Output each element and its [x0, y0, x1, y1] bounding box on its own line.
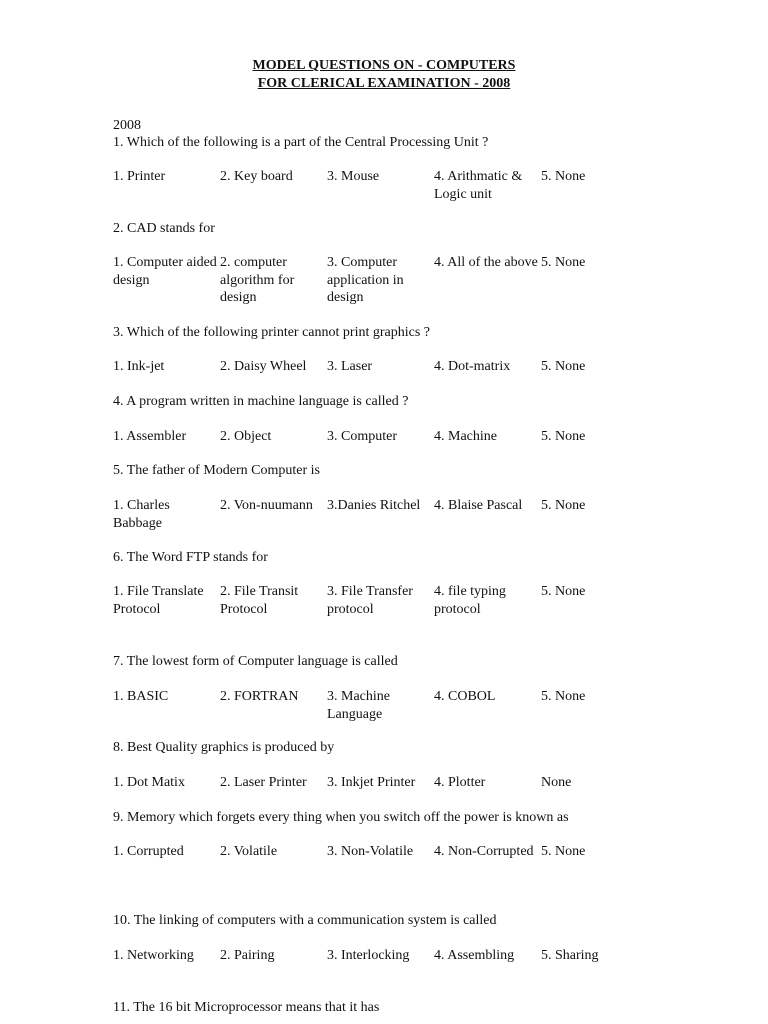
option: 4. All of the above — [434, 255, 538, 270]
question-6: 6. The Word FTP stands for — [113, 550, 268, 565]
option: 4. Non-Corrupted — [434, 844, 534, 859]
option: 1. Computer aided design — [113, 255, 217, 288]
option: 3. Machine Language — [327, 689, 390, 722]
option: 4. Assembling — [434, 948, 515, 963]
question-9: 9. Memory which forgets every thing when you switch off the power is known as — [113, 810, 569, 825]
option: 3. Mouse — [327, 169, 380, 184]
option: 5. None — [541, 429, 586, 444]
option: 1. Ink-jet — [113, 359, 165, 374]
option: 1. Dot Matix — [113, 775, 185, 790]
option: 4. Dot-matrix — [434, 359, 511, 374]
option: 5. None — [541, 844, 586, 859]
option: 2. FORTRAN — [220, 689, 299, 704]
option: 1. BASIC — [113, 689, 169, 704]
question-10: 10. The linking of computers with a communication system is called — [113, 913, 497, 928]
option: 5. None — [541, 169, 586, 184]
option: 1. Networking — [113, 948, 194, 963]
option: 4. Plotter — [434, 775, 486, 790]
option: 1. Corrupted — [113, 844, 184, 859]
option: 5. None — [541, 498, 586, 513]
year-label: 2008 — [113, 118, 141, 133]
option: 5. None — [541, 584, 586, 599]
option: 5. None — [541, 255, 586, 270]
title-line-1: MODEL QUESTIONS ON - COMPUTERS — [252, 58, 516, 73]
option: 3. Laser — [327, 359, 373, 374]
option: 2. computer algorithm for design — [220, 255, 295, 305]
document-title — [0, 57, 768, 93]
option: 3. Inkjet Printer — [327, 775, 416, 790]
question-2: 2. CAD stands for — [113, 221, 215, 236]
option: 4. Blaise Pascal — [434, 498, 523, 513]
option: 2. Pairing — [220, 948, 275, 963]
option: 3.Danies Ritchel — [327, 498, 421, 513]
option: 2. Volatile — [220, 844, 278, 859]
option: 2. Laser Printer — [220, 775, 307, 790]
option: 4. COBOL — [434, 689, 496, 704]
option: 5. None — [541, 359, 586, 374]
question-4: 4. A program written in machine language is called ? — [113, 394, 409, 409]
option: 2. Object — [220, 429, 272, 444]
option: 4. Machine — [434, 429, 497, 444]
question-7: 7. The lowest form of Computer language is called — [113, 654, 398, 669]
option: 1. Assembler — [113, 429, 187, 444]
question-1: 1. Which of the following is a part of the Central Processing Unit ? — [113, 135, 489, 150]
option: 2. Von-nuumann — [220, 498, 313, 513]
option: 2. File Transit Protocol — [220, 584, 299, 617]
option: 1. File Translate Protocol — [113, 584, 204, 617]
option: 4. file typing protocol — [434, 584, 506, 617]
option: 3. Non-Volatile — [327, 844, 414, 859]
option: 3. Interlocking — [327, 948, 410, 963]
question-11: 11. The 16 bit Microprocessor means that it has — [113, 1000, 380, 1015]
option: 1. Charles Babbage — [113, 498, 170, 531]
title-line-2: FOR CLERICAL EXAMINATION - 2008 — [257, 76, 511, 91]
option: 4. Arithmatic & Logic unit — [434, 169, 523, 202]
option: 2. Daisy Wheel — [220, 359, 307, 374]
option: 1. Printer — [113, 169, 166, 184]
option: 5. None — [541, 689, 586, 704]
option: 3. Computer application in design — [327, 255, 404, 305]
question-8: 8. Best Quality graphics is produced by — [113, 740, 335, 755]
option: None — [541, 775, 572, 790]
option: 3. File Transfer protocol — [327, 584, 413, 617]
option: 3. Computer — [327, 429, 397, 444]
option: 5. Sharing — [541, 948, 599, 963]
question-3: 3. Which of the following printer cannot print graphics ? — [113, 325, 430, 340]
option: 2. Key board — [220, 169, 293, 184]
question-5: 5. The father of Modern Computer is — [113, 463, 320, 478]
